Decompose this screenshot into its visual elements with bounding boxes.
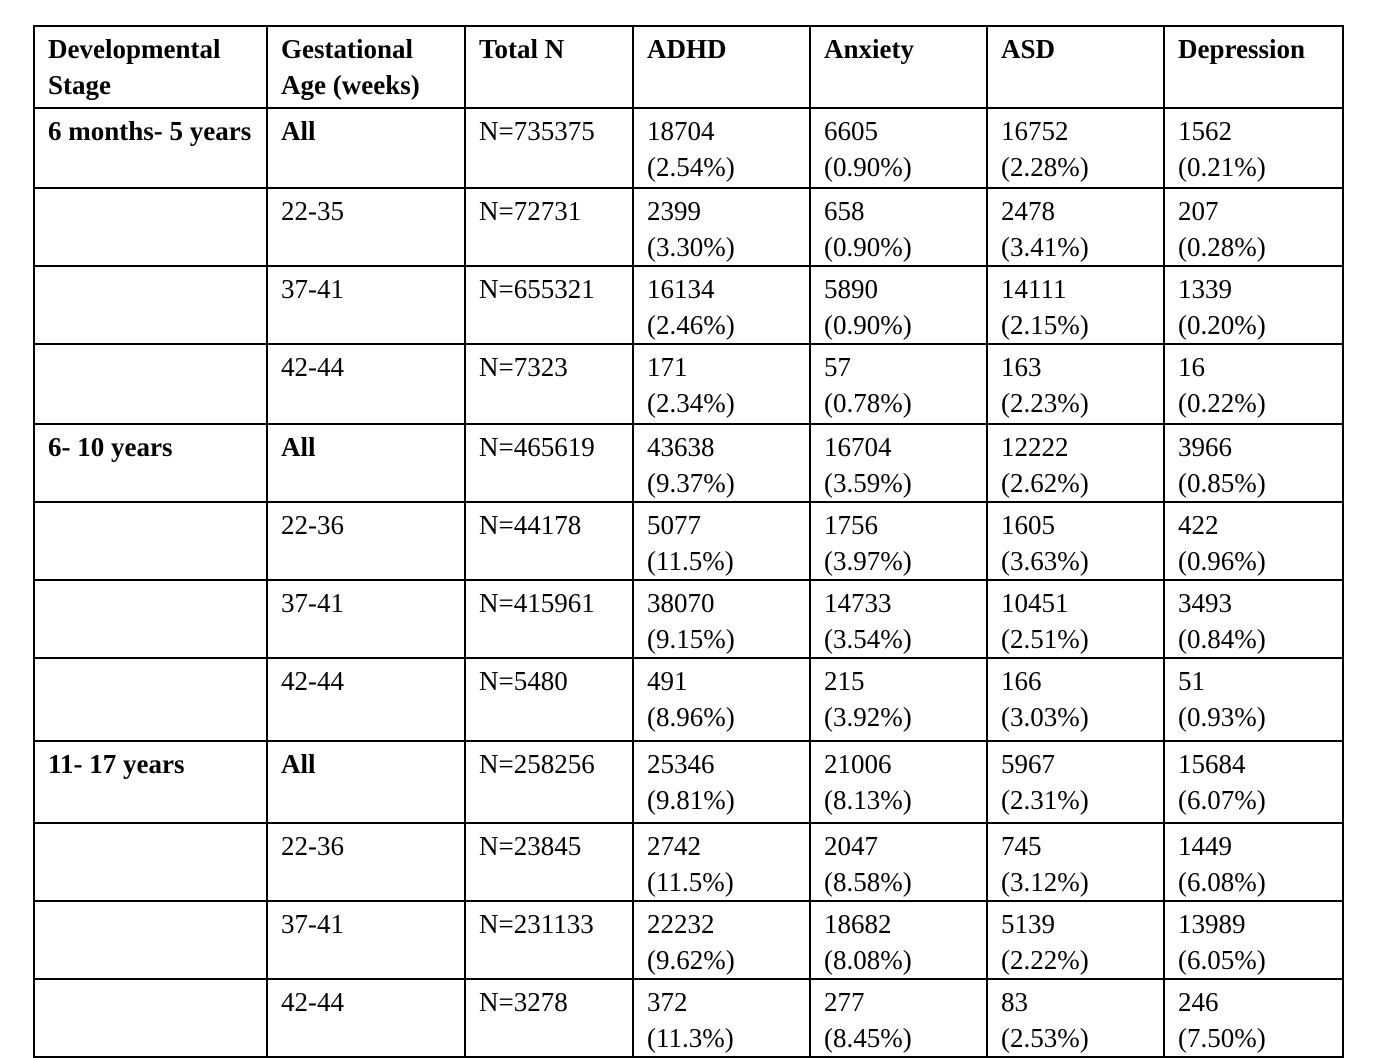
adhd-count: 16134 [647, 274, 715, 304]
depression-percent: (6.07%) [1178, 785, 1266, 815]
depression-count: 16 [1178, 352, 1205, 382]
depression-cell [1164, 344, 1343, 424]
adhd-cell [633, 979, 810, 1057]
depression-percent: (0.21%) [1178, 152, 1266, 182]
asd-cell [987, 424, 1164, 502]
depression-percent: (0.20%) [1178, 310, 1266, 340]
anxiety-cell [810, 344, 987, 424]
depression-count: 15684 [1178, 749, 1246, 779]
table-row [34, 266, 1343, 344]
header-row [34, 26, 1343, 108]
depression-count: 246 [1178, 987, 1219, 1017]
developmental-stage-cell: 6- 10 years [34, 424, 267, 502]
total-n-cell: N=44178 [465, 502, 633, 580]
anxiety-percent: (3.59%) [824, 468, 912, 498]
anxiety-percent: (3.97%) [824, 546, 912, 576]
gestational-age-cell: 42-44 [267, 979, 465, 1057]
anxiety-percent: (0.90%) [824, 152, 912, 182]
total-n-cell: N=7323 [465, 344, 633, 424]
table-row [34, 901, 1343, 979]
asd-count: 745 [1001, 831, 1042, 861]
anxiety-count: 14733 [824, 588, 892, 618]
header-total-n: Total N [465, 26, 633, 108]
asd-cell [987, 580, 1164, 658]
total-n-cell: N=23845 [465, 823, 633, 901]
anxiety-count: 277 [824, 987, 865, 1017]
anxiety-cell [810, 823, 987, 901]
gestational-age-cell: All [267, 108, 465, 188]
anxiety-cell [810, 658, 987, 741]
depression-count: 1562 [1178, 116, 1232, 146]
asd-count: 5967 [1001, 749, 1055, 779]
anxiety-cell [810, 188, 987, 266]
header-anxiety: Anxiety [810, 26, 987, 108]
anxiety-percent: (3.92%) [824, 702, 912, 732]
table-row [34, 580, 1343, 658]
gestational-age-cell: 42-44 [267, 658, 465, 741]
developmental-stage-cell [34, 580, 267, 658]
asd-cell [987, 741, 1164, 823]
header-gestational-age: Gestational Age (weeks) [267, 26, 465, 108]
table-row [34, 741, 1343, 823]
adhd-count: 25346 [647, 749, 715, 779]
asd-percent: (2.15%) [1001, 310, 1089, 340]
adhd-cell [633, 502, 810, 580]
anxiety-cell [810, 502, 987, 580]
developmental-stage-cell [34, 658, 267, 741]
anxiety-cell [810, 580, 987, 658]
adhd-percent: (9.15%) [647, 624, 735, 654]
adhd-percent: (9.81%) [647, 785, 735, 815]
table-row [34, 823, 1343, 901]
anxiety-count: 658 [824, 196, 865, 226]
anxiety-count: 21006 [824, 749, 892, 779]
asd-count: 14111 [1001, 274, 1067, 304]
adhd-cell [633, 188, 810, 266]
adhd-percent: (2.54%) [647, 152, 735, 182]
gestational-age-cell: 37-41 [267, 266, 465, 344]
depression-cell [1164, 424, 1343, 502]
depression-percent: (0.96%) [1178, 546, 1266, 576]
asd-cell [987, 658, 1164, 741]
depression-count: 51 [1178, 666, 1205, 696]
adhd-count: 2399 [647, 196, 701, 226]
depression-cell [1164, 658, 1343, 741]
depression-percent: (0.93%) [1178, 702, 1266, 732]
asd-cell [987, 266, 1164, 344]
anxiety-cell [810, 901, 987, 979]
depression-count: 3493 [1178, 588, 1232, 618]
depression-cell [1164, 266, 1343, 344]
adhd-cell [633, 741, 810, 823]
gestational-age-cell: All [267, 741, 465, 823]
anxiety-percent: (3.54%) [824, 624, 912, 654]
depression-percent: (0.28%) [1178, 232, 1266, 262]
table-row [34, 108, 1343, 188]
anxiety-percent: (0.90%) [824, 232, 912, 262]
depression-count: 1449 [1178, 831, 1232, 861]
depression-percent: (0.84%) [1178, 624, 1266, 654]
anxiety-cell [810, 741, 987, 823]
header-depression: Depression [1164, 26, 1343, 108]
adhd-percent: (9.62%) [647, 945, 735, 975]
adhd-count: 22232 [647, 909, 715, 939]
adhd-count: 18704 [647, 116, 715, 146]
asd-percent: (2.51%) [1001, 624, 1089, 654]
asd-count: 1605 [1001, 510, 1055, 540]
total-n-cell: N=415961 [465, 580, 633, 658]
asd-cell [987, 344, 1164, 424]
anxiety-count: 5890 [824, 274, 878, 304]
asd-count: 12222 [1001, 432, 1069, 462]
asd-count: 2478 [1001, 196, 1055, 226]
asd-percent: (2.62%) [1001, 468, 1089, 498]
developmental-stage-cell [34, 188, 267, 266]
adhd-percent: (2.46%) [647, 310, 735, 340]
anxiety-percent: (8.45%) [824, 1023, 912, 1053]
anxiety-cell [810, 979, 987, 1057]
adhd-cell [633, 823, 810, 901]
total-n-cell: N=655321 [465, 266, 633, 344]
asd-cell [987, 901, 1164, 979]
adhd-cell [633, 901, 810, 979]
anxiety-percent: (8.08%) [824, 945, 912, 975]
depression-cell [1164, 741, 1343, 823]
total-n-cell: N=258256 [465, 741, 633, 823]
depression-percent: (0.85%) [1178, 468, 1266, 498]
adhd-cell [633, 266, 810, 344]
asd-percent: (2.31%) [1001, 785, 1089, 815]
developmental-stage-cell: 6 months- 5 years [34, 108, 267, 188]
anxiety-cell [810, 424, 987, 502]
gestational-age-cell: 42-44 [267, 344, 465, 424]
asd-count: 166 [1001, 666, 1042, 696]
asd-count: 83 [1001, 987, 1028, 1017]
total-n-cell: N=735375 [465, 108, 633, 188]
depression-percent: (7.50%) [1178, 1023, 1266, 1053]
depression-cell [1164, 580, 1343, 658]
gestational-age-cell: All [267, 424, 465, 502]
adhd-count: 38070 [647, 588, 715, 618]
depression-percent: (6.08%) [1178, 867, 1266, 897]
depression-cell [1164, 979, 1343, 1057]
developmental-stage-cell [34, 823, 267, 901]
adhd-percent: (9.37%) [647, 468, 735, 498]
gestational-age-cell: 22-36 [267, 823, 465, 901]
adhd-count: 2742 [647, 831, 701, 861]
table-body [34, 108, 1343, 1057]
anxiety-cell [810, 266, 987, 344]
asd-count: 163 [1001, 352, 1042, 382]
asd-percent: (3.63%) [1001, 546, 1089, 576]
developmental-stage-cell [34, 502, 267, 580]
anxiety-cell [810, 108, 987, 188]
total-n-cell: N=3278 [465, 979, 633, 1057]
depression-count: 13989 [1178, 909, 1246, 939]
total-n-cell: N=5480 [465, 658, 633, 741]
header-asd: ASD [987, 26, 1164, 108]
table-row [34, 188, 1343, 266]
adhd-count: 372 [647, 987, 688, 1017]
adhd-cell [633, 580, 810, 658]
developmental-stage-cell: 11- 17 years [34, 741, 267, 823]
asd-count: 5139 [1001, 909, 1055, 939]
asd-percent: (2.22%) [1001, 945, 1089, 975]
anxiety-percent: (8.13%) [824, 785, 912, 815]
adhd-cell [633, 424, 810, 502]
depression-cell [1164, 901, 1343, 979]
asd-cell [987, 188, 1164, 266]
developmental-stage-cell [34, 344, 267, 424]
depression-count: 1339 [1178, 274, 1232, 304]
asd-count: 10451 [1001, 588, 1069, 618]
gestational-age-cell: 22-36 [267, 502, 465, 580]
anxiety-count: 1756 [824, 510, 878, 540]
header-developmental-stage: Developmental Stage [34, 26, 267, 108]
adhd-count: 491 [647, 666, 688, 696]
table-row [34, 344, 1343, 424]
gestational-age-cell: 22-35 [267, 188, 465, 266]
total-n-cell: N=465619 [465, 424, 633, 502]
depression-cell [1164, 108, 1343, 188]
asd-count: 16752 [1001, 116, 1069, 146]
asd-percent: (2.28%) [1001, 152, 1089, 182]
adhd-cell [633, 658, 810, 741]
adhd-count: 5077 [647, 510, 701, 540]
anxiety-count: 215 [824, 666, 865, 696]
adhd-percent: (2.34%) [647, 388, 735, 418]
anxiety-percent: (0.90%) [824, 310, 912, 340]
adhd-count: 171 [647, 352, 688, 382]
prevalence-table [33, 25, 1344, 1058]
anxiety-count: 57 [824, 352, 851, 382]
depression-count: 207 [1178, 196, 1219, 226]
anxiety-count: 2047 [824, 831, 878, 861]
depression-count: 3966 [1178, 432, 1232, 462]
asd-cell [987, 979, 1164, 1057]
table-row [34, 502, 1343, 580]
header-adhd: ADHD [633, 26, 810, 108]
asd-percent: (3.41%) [1001, 232, 1089, 262]
total-n-cell: N=231133 [465, 901, 633, 979]
adhd-cell [633, 108, 810, 188]
developmental-stage-cell [34, 901, 267, 979]
adhd-percent: (11.5%) [647, 546, 734, 576]
depression-cell [1164, 188, 1343, 266]
anxiety-count: 18682 [824, 909, 892, 939]
depression-percent: (0.22%) [1178, 388, 1266, 418]
gestational-age-cell: 37-41 [267, 901, 465, 979]
anxiety-percent: (0.78%) [824, 388, 912, 418]
depression-count: 422 [1178, 510, 1219, 540]
developmental-stage-cell [34, 979, 267, 1057]
depression-cell [1164, 823, 1343, 901]
asd-percent: (2.23%) [1001, 388, 1089, 418]
developmental-stage-cell [34, 266, 267, 344]
asd-cell [987, 502, 1164, 580]
asd-percent: (3.03%) [1001, 702, 1089, 732]
asd-percent: (3.12%) [1001, 867, 1089, 897]
depression-percent: (6.05%) [1178, 945, 1266, 975]
table-row [34, 424, 1343, 502]
anxiety-count: 6605 [824, 116, 878, 146]
adhd-percent: (8.96%) [647, 702, 735, 732]
adhd-count: 43638 [647, 432, 715, 462]
asd-percent: (2.53%) [1001, 1023, 1089, 1053]
gestational-age-cell: 37-41 [267, 580, 465, 658]
anxiety-count: 16704 [824, 432, 892, 462]
anxiety-percent: (8.58%) [824, 867, 912, 897]
asd-cell [987, 108, 1164, 188]
adhd-percent: (3.30%) [647, 232, 735, 262]
table-row [34, 658, 1343, 741]
adhd-cell [633, 344, 810, 424]
asd-cell [987, 823, 1164, 901]
adhd-percent: (11.5%) [647, 867, 734, 897]
table-row [34, 979, 1343, 1057]
depression-cell [1164, 502, 1343, 580]
total-n-cell: N=72731 [465, 188, 633, 266]
adhd-percent: (11.3%) [647, 1023, 734, 1053]
